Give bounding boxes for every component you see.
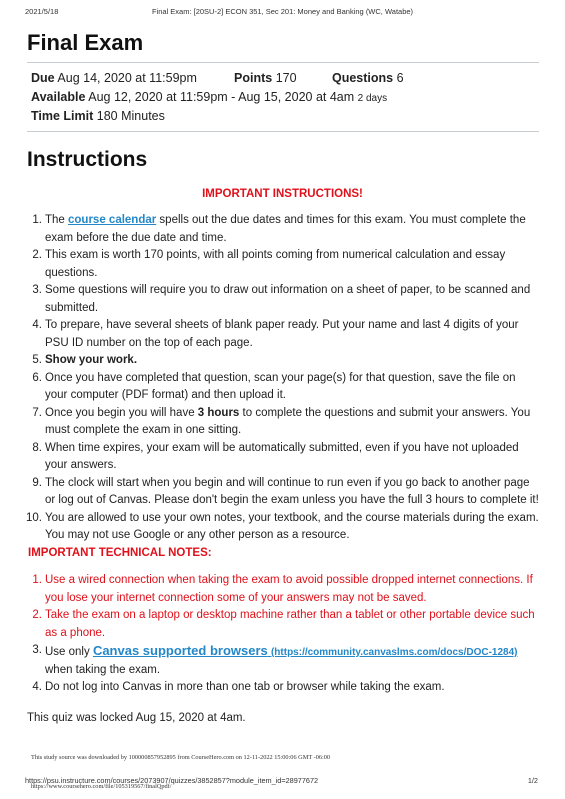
locked-notice: This quiz was locked Aug 15, 2020 at 4am. bbox=[27, 712, 246, 724]
list-item: 10. You are allowed to use your own notes, your textbook, and the course materials during the exam. You may not use Google or any other person as a resource. bbox=[26, 511, 539, 541]
instructions-heading: Instructions bbox=[27, 148, 148, 171]
list-item: 2. Take the exam on a laptop or desktop machine rather than a tablet or other portable device such as a phone. bbox=[32, 609, 535, 639]
list-item: 2. This exam is worth 170 points, with all points coming from numerical calculation and essay questions. bbox=[32, 249, 506, 279]
coursehero-url: https://www.coursehero.com/file/105319567/finalQpdf/ bbox=[31, 783, 172, 790]
points-value: 170 bbox=[275, 71, 297, 85]
technical-list bbox=[28, 572, 540, 697]
list-item: 6. Once you have completed that question, scan your page(s) for that question, save the file on your computer (PDF format) and then upload it. bbox=[32, 371, 516, 401]
list-item: 3. Use only Canvas supported browsers (https://community.canvaslms.com/docs/DOC-1284) when taking the exam. bbox=[32, 643, 518, 676]
available-duration: 2 days bbox=[357, 93, 388, 104]
course-calendar-link[interactable]: course calendar bbox=[68, 214, 157, 226]
page-title: Final Exam bbox=[27, 30, 144, 55]
available-label: Available bbox=[31, 90, 86, 104]
time-limit-label: Time Limit bbox=[31, 109, 94, 123]
available-value: Aug 12, 2020 at 11:59pm - Aug 15, 2020 at 4am bbox=[88, 90, 355, 104]
list-item: 4. To prepare, have several sheets of blank paper ready. Put your name and last 4 digits of your PSU ID number on the top of each page. bbox=[32, 319, 519, 349]
list-item: 4. Do not log into Canvas in more than one tab or browser while taking the exam. bbox=[32, 681, 445, 693]
due-value: Aug 14, 2020 at 11:59pm bbox=[57, 71, 197, 85]
instructions-list bbox=[28, 212, 540, 545]
list-item: 1. Use a wired connection when taking the exam to avoid possible dropped internet connections. If you lose your internet connection some of your answers may not be saved. bbox=[32, 574, 533, 604]
list-item: 3. Some questions will require you to draw out information on a sheet of paper, to be scanned and submitted. bbox=[32, 284, 531, 314]
points-info bbox=[234, 71, 297, 85]
questions-value: 6 bbox=[396, 71, 404, 85]
print-date: 2021/5/18 bbox=[25, 7, 59, 16]
time-limit-value: 180 Minutes bbox=[96, 109, 165, 123]
technical-heading: IMPORTANT TECHNICAL NOTES: bbox=[28, 547, 212, 559]
list-item: 9. The clock will start when you begin and will continue to run even if you go back to another page or log out of Canvas. Please don't begin the exam unless you have the full 3 hours to complete it! bbox=[32, 476, 539, 506]
points-label: Points bbox=[234, 71, 273, 85]
due-label: Due bbox=[31, 71, 55, 85]
page-url: https://psu.instructure.com/courses/2073907/quizzes/3852857?module_item_id=28977672 bbox=[25, 776, 319, 785]
list-item: 1. The course calendar spells out the due dates and times for this exam. You must complete the exam before the due date and time. bbox=[32, 214, 526, 244]
list-item: 5. Show your work. bbox=[32, 354, 138, 366]
canvas-browsers-link[interactable]: Canvas supported browsers (https://community.canvaslms.com/docs/DOC-1284) bbox=[92, 643, 518, 658]
list-item: 8. When time expires, your exam will be automatically submitted, even if you have not uploaded your answers. bbox=[32, 441, 519, 471]
divider-bottom bbox=[27, 131, 539, 132]
important-heading: IMPORTANT INSTRUCTIONS! bbox=[202, 188, 363, 200]
list-item: 7. Once you begin you will have 3 hours to complete the questions and submit your answers. You must complete the exam in one sitting. bbox=[32, 406, 531, 436]
details-row-3 bbox=[31, 109, 165, 123]
details-row-1 bbox=[31, 71, 197, 85]
download-notice: This study source was downloaded by 100000857952895 from CourseHero.com on 12-11-2022 15:00:06 GMT -06:00 bbox=[31, 754, 331, 761]
divider-top bbox=[27, 62, 539, 63]
details-row-2 bbox=[31, 90, 387, 104]
questions-label: Questions bbox=[332, 71, 394, 85]
print-title: Final Exam: [20SU-2] ECON 351, Sec 201: Money and Banking (WC, Watabe) bbox=[151, 7, 414, 16]
page-number: 1/2 bbox=[527, 776, 538, 785]
questions-info bbox=[332, 71, 404, 85]
